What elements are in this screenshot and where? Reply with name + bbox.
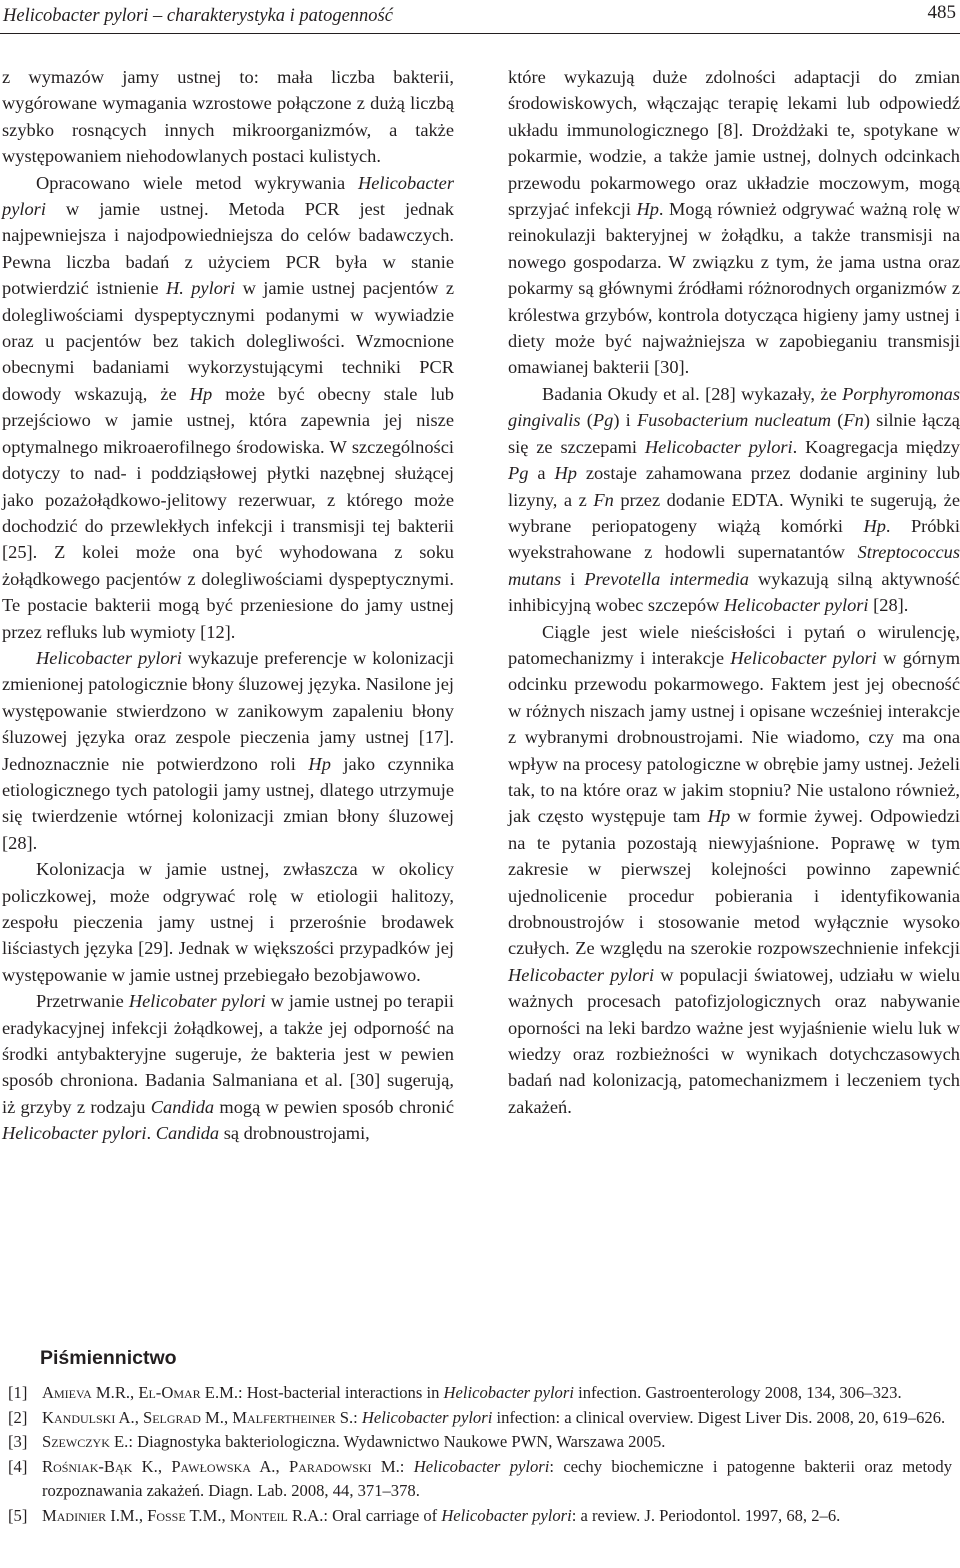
references-heading: Piśmiennictwo [40, 1347, 177, 1369]
reference-entry [8, 1381, 952, 1406]
reference-text: Amieva M.R., El-Omar E.M.: Host-bacterial interactions in Helicobacter pylori infection. Gastroenterology 2008, 134, 306–323. [42, 1383, 902, 1402]
reference-number: [1] [8, 1383, 28, 1402]
paragraph: Badania Okudy et al. [28] wykazały, że Porphyromonas gingivalis (Pg) i Fusobacterium nucleatum (Fn) silnie łączą się ze szczepami Helicobacter pylori. Koagregacja między Pg a Hp zostaje zahamowana przez dodanie argininy lub lizyny, a z Fn przez dodanie EDTA. Wyniki te sugerują, że wybrane periopatogeny wiążą komórki Hp. Próbki wyekstrahowane z hodowli supernatantów Streptococcus mutans i Prevotella intermedia wykazują silną aktywność inhibicyjną wobec szczepów Helicobacter pylori [28]. [508, 383, 960, 616]
header-rule [0, 33, 960, 34]
reference-entry [8, 1430, 952, 1455]
reference-entry [8, 1504, 952, 1529]
reference-number: [2] [8, 1407, 28, 1427]
paragraph: Ciągle jest wiele nieścisłości i pytań o wirulencję, patomechanizmy i interakcje Helicobacter pylori w górnym odcinku przewodu pokarmowego. Faktem jest jej obecność w różnych niszach jamy ustnej i opisane wcześniej interakcje z wybranymi drobnoustrojami. Nie wiadomo, czy ma ona wpływ na procesy patologiczne w obrębie jamy ustnej. Jeżeli tak, to na które oraz w jakim stopniu? Nie ustalono również, jak często występuje tam Hp w formie żywej. Odpowiedzi na te pytania pozostają niewyjaśnione. Poprawę w tym zakresie w pierwszej kolejności powinno zapewnić ujednolicenie procedur pobierania i identyfikowania drobnoustrojów i stosowanie metod wyłącznie wysoko czułych. Ze względu na szerokie rozpowszechnienie infekcji Helicobacter pylori w populacji światowej, udziału w wielu ważnych procesach patofizjologicznych oraz nabywanie oporności na leki bardzo ważne jest wyjaśnienie wielu luk w wiedzy oraz rozbieżności w wynikach dotychczasowych badań nad kolonizacją, patomechanizmem i leczeniem tych zakażeń. [508, 621, 960, 1117]
reference-list [8, 1381, 952, 1529]
paragraph: z wymazów jamy ustnej to: mała liczba bakterii, wygórowane wymagania wzrostowe połączone z dużą liczbą szybko rosnących innych mikroorganizmów, a także występowaniem niehodowlanych postaci kulistych. [2, 67, 454, 167]
reference-text: Kandulski A., Selgrad M., Malfertheiner S.: Helicobacter pylori infection: a clinical overview. Digest Liver Dis. 2008, 20, 619–626. [42, 1407, 946, 1427]
left-text-column [2, 64, 454, 1147]
paragraph: Przetrwanie Helicobater pylori w jamie ustnej po terapii eradykacyjnej infekcji żołądkowej, a także jej odporność na środki antybakteryjne sugeruje, że bakteria jest w pewien sposób chroniona. Badania Salmaniana et al. [30] sugerują, iż grzyby z rodzaju Candida mogą w pewien sposób chronić Helicobacter pylori. Candida są drobnoustrojami, [2, 991, 454, 1144]
paragraph: Opracowano wiele metod wykrywania Helicobacter pylori w jamie ustnej. Metoda PCR jest jednak najpewniejsza i najodpowiedniejsza do celów badawczych. Pewna liczba badań z użyciem PCR była w stanie potwierdzić istnienie H. pylori w jamie ustnej pacjentów z dolegliwościami dyspeptycznymi podanymi w wywiadzie oraz u pacjentów bez takich dolegliwości. Wzmocnione obecnymi badaniami wykorzystującymi techniki PCR dowody wskazują, że Hp może być obecny stale lub przejściowo w jamie ustnej, która zapewnia jej nisze optymalnego mikroaerofilnego środowiska. W szczególności dotyczy to nad- i poddziąsłowej płytki nazębnej służącej jako pozażołądkowo-jelitowy rezerwuar, z którego może dochodzić do przewlekłych infekcji i transmisji tej bakterii [25]. Z kolei może ona być wyhodowana z soku żołądkowego pacjentów z dolegliwościami dyspeptycznymi. Te postacie bakterii mogą być przeniesione do jamy ustnej przez refluks lub wymioty [12]. [2, 172, 454, 642]
paragraph: Helicobacter pylori wykazuje preferencje w kolonizacji zmienionej patologicznie błony śluzowej języka. Nasilone jej występowanie stwierdzono w zanikowym zapaleniu błony śluzowej języka oraz zespole pieczenia jamy ustnej [17]. Jednoznacznie nie potwierdzono roli Hp jako czynnika etiologicznego tych patologii jamy ustnej, dlatego utrzymuje się twierdzenie wtórnej kolonizacji zmian błony śluzowej [28]. [2, 647, 455, 853]
paragraph: Kolonizacja w jamie ustnej, zwłaszcza w okolicy policzkowej, może odgrywać rolę w etiologii halitozy, zespołu pieczenia jamy ustnej i przerośnie brodawek liściastych języka [29]. Jednak w większości przypadków jej występowanie w jamie ustnej przebiegało bezobjawowo. [2, 859, 454, 985]
reference-number: [4] [8, 1456, 28, 1476]
reference-number: [3] [8, 1432, 28, 1452]
running-title: Helicobacter pylori – charakterystyka i patogenność [3, 6, 393, 26]
reference-entry [8, 1455, 952, 1504]
right-text-column [508, 64, 960, 1120]
reference-text: Szewczyk E.: Diagnostyka bakteriologiczna. Wydawnictwo Naukowe PWN, Warszawa 2005. [42, 1432, 666, 1452]
page-number: 485 [927, 2, 956, 23]
reference-number: [5] [8, 1505, 28, 1525]
paragraph: które wykazują duże zdolności adaptacji do zmian środowiskowych, włączając terapię lekami lub odpowiedź układu immunologicznego [8]. Drożdżaki te, spotykane w pokarmie, wodzie, a także jamie ustnej, dolnych odcinkach przewodu pokarmowego oraz układzie moczowym, mogą sprzyjać infekcji Hp. Mogą również odgrywać ważną rolę w reinokulazji bakteryjnej w żołądku, a także transmisji na nowego gospodarza. W związku z tym, że jama ustna oraz pokarmy są głównymi źródłami różnorodnych organizmów z królestwa grzybów, kontrola dotycząca higieny jamy ustnej i diety może być najważniejsza w zapobieganiu transmisji omawianej bakterii [30]. [508, 67, 960, 378]
reference-entry [8, 1406, 952, 1431]
reference-text: Madinier I.M., Fosse T.M., Monteil R.A.: Oral carriage of Helicobacter pylori: a review. J. Periodontol. 1997, 68, 2–6. [42, 1505, 841, 1525]
reference-text: Rośniak-Bąk K., Pawłowska A., Paradowski M.: Helicobacter pylori: cechy biochemiczne i patogenne bakterii oraz metody rozpoznawania zakażeń. Diagn. Lab. 2008, 44, 371–378. [42, 1456, 953, 1501]
